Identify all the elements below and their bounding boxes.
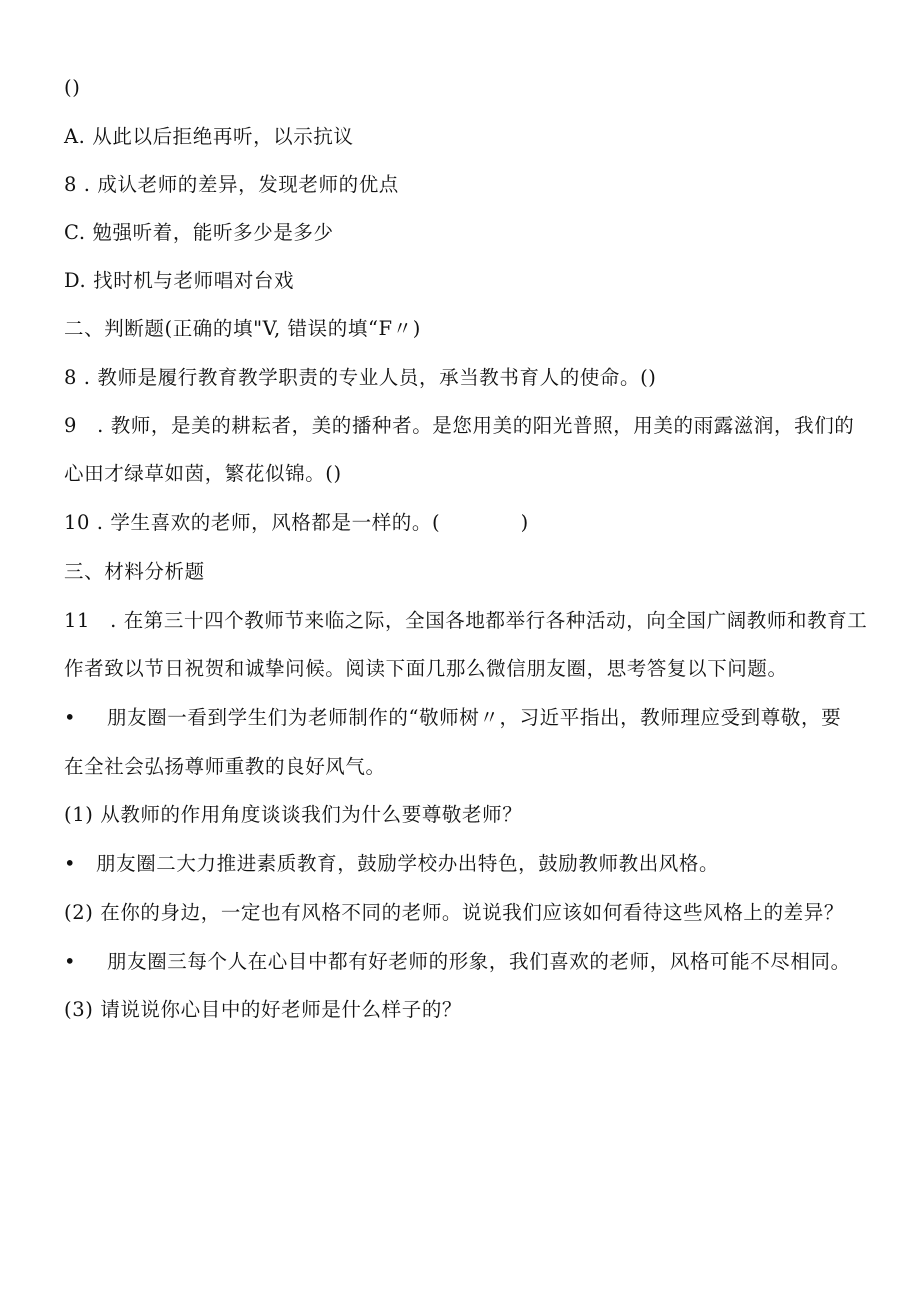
section-heading-judgement: 二、判断题(正确的填"V, 错误的填“F〃) [64, 317, 421, 340]
bullet-1: • [64, 706, 76, 729]
moments-1-line1: 朋友圈一看到学生们为老师制作的“敬师树〃，习近平指出，教师理应受到尊敬，要 [107, 706, 842, 729]
question-9-line2: 心田才绿草如茵，繁花似锦。() [64, 462, 342, 485]
option-d: D. 找时机与老师唱对台戏 [64, 269, 295, 292]
bullet-3: • [64, 950, 76, 973]
section-heading-material: 三、材料分析题 [64, 560, 205, 583]
question-8: 8 . 教师是履行教育教学职责的专业人员，承当教书育人的使命。() [64, 366, 657, 389]
question-11-line1: 11 . 在第三十四个教师节来临之际，全国各地都举行各种活动，向全国广阔教师和教育工 [64, 609, 868, 632]
question-9-line1: 9 . 教师，是美的耕耘者，美的播种者。是您用美的阳光普照，用美的雨露滋润，我们的 [64, 414, 855, 437]
answer-blank-parens: () [64, 76, 81, 99]
option-a: A. 从此以后拒绝再听，以示抗议 [64, 125, 354, 148]
moments-1-line2: 在全社会弘扬尊师重教的良好风气。 [64, 755, 386, 778]
option-c: C. 勉强听着，能听多少是多少 [64, 221, 334, 244]
question-10: 10 . 学生喜欢的老师，风格都是一样的。( ) [64, 511, 529, 534]
option-b: 8 . 成认老师的差异，发现老师的优点 [64, 173, 399, 196]
moments-2: 朋友圈二大力推进素质教育，鼓励学校办出特色，鼓励教师教出风格。 [96, 852, 720, 875]
moments-3: 朋友圈三每个人在心目中都有好老师的形象，我们喜欢的老师，风格可能不尽相同。 [107, 950, 851, 973]
bullet-2: • [64, 852, 76, 875]
sub-question-1: (1) 从教师的作用角度谈谈我们为什么要尊敬老师？ [64, 803, 523, 826]
sub-question-2: (2) 在你的身边，一定也有风格不同的老师。说说我们应该如何看待这些风格上的差异？ [64, 901, 844, 924]
sub-question-3: (3) 请说说你心目中的好老师是什么样子的？ [64, 998, 463, 1021]
question-11-line2: 作者致以节日祝贺和诚挚问候。阅读下面几那么微信朋友圈，思考答复以下问题。 [64, 657, 788, 680]
